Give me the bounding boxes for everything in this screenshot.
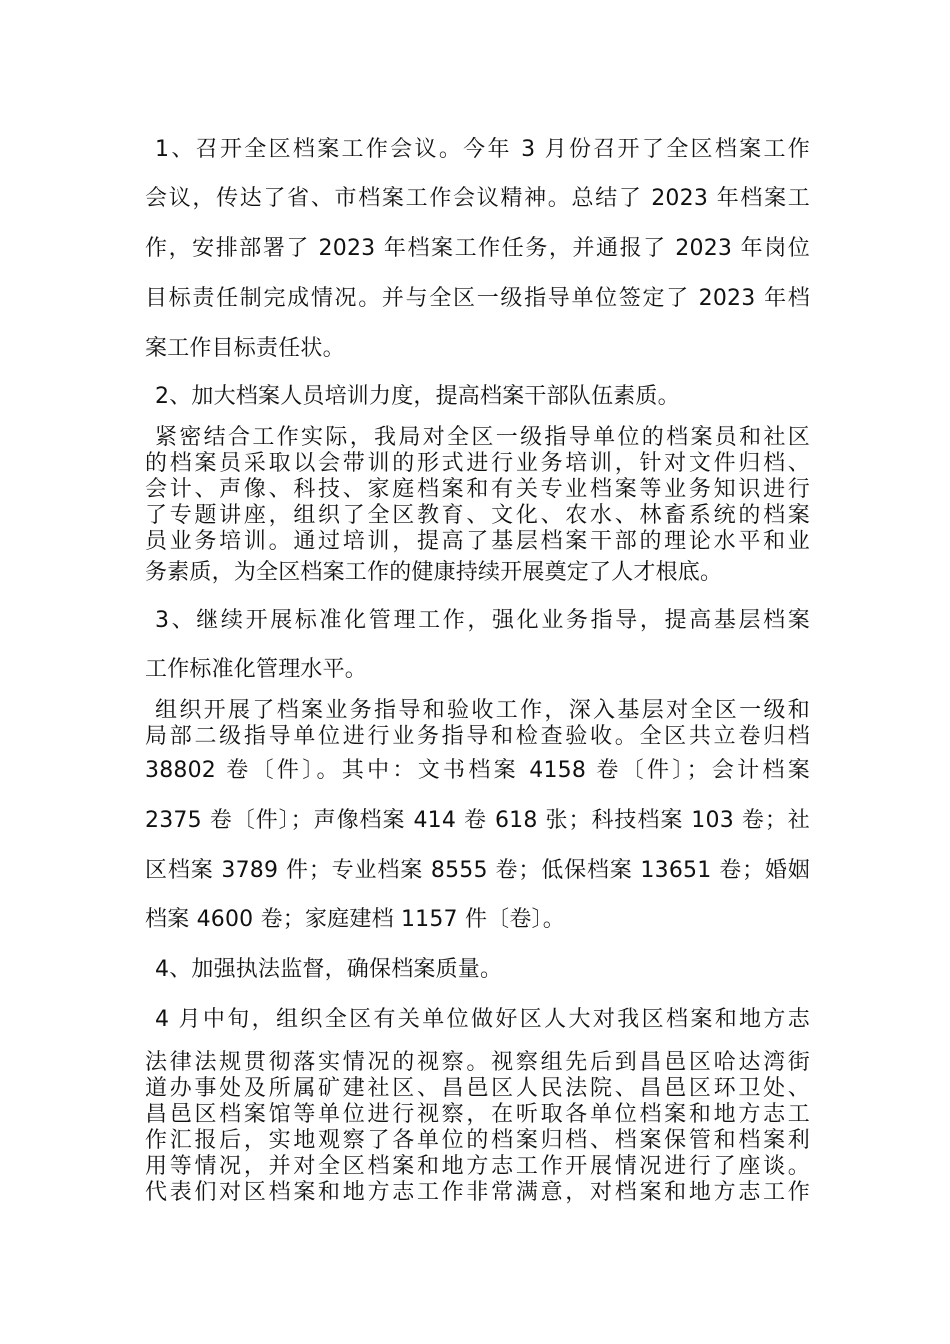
text-line: 用等情况，并对全区档案和地方志工作开展情况进行了座谈。 — [145, 1154, 810, 1179]
text-line: 组织开展了档案业务指导和验收工作，深入基层对全区一级和 — [155, 698, 810, 723]
text-line: 1、召开全区档案工作会议。今年 3 月份召开了全区档案工作 — [155, 137, 810, 162]
text-line: 38802 卷〔件〕。其中：文书档案 4158 卷〔件〕；会计档案 — [145, 758, 810, 783]
section-heading: 工作标准化管理水平。 — [145, 657, 368, 682]
text-line: 作汇报后，实地观察了各单位的档案归档、档案保管和档案利 — [145, 1128, 810, 1153]
text-line: 会议，传达了省、市档案工作会议精神。总结了 2023 年档案工 — [145, 186, 810, 211]
text-line: 档案 4600 卷；家庭建档 1157 件〔卷〕。 — [145, 907, 565, 932]
text-line: 4 月中旬，组织全区有关单位做好区人大对我区档案和地方志 — [155, 1007, 810, 1032]
text-line: 务素质，为全区档案工作的健康持续开展奠定了人才根底。 — [145, 560, 723, 585]
text-line: 会计、声像、科技、家庭档案和有关专业档案等业务知识进行 — [145, 477, 810, 502]
section-heading: 2、加大档案人员培训力度，提高档案干部队伍素质。 — [155, 384, 680, 409]
text-line: 2375 卷〔件〕；声像档案 414 卷 618 张；科技档案 103 卷；社 — [145, 808, 810, 833]
text-line: 员业务培训。通过培训，提高了基层档案干部的理论水平和业 — [145, 529, 810, 554]
text-line: 法律法规贯彻落实情况的视察。视察组先后到昌邑区哈达湾街 — [145, 1050, 810, 1075]
text-line: 目标责任制完成情况。并与全区一级指导单位签定了 2023 年档 — [145, 286, 810, 311]
text-line: 了专题讲座，组织了全区教育、文化、农水、林畜系统的档案 — [145, 503, 810, 528]
text-line: 紧密结合工作实际，我局对全区一级指导单位的档案员和社区 — [155, 425, 810, 450]
section-heading: 3、继续开展标准化管理工作，强化业务指导，提高基层档案 — [155, 608, 810, 633]
text-line: 代表们对区档案和地方志工作非常满意，对档案和地方志工作 — [145, 1180, 810, 1205]
text-line: 道办事处及所属矿建社区、昌邑区人民法院、昌邑区环卫处、 — [145, 1076, 810, 1101]
text-line: 案工作目标责任状。 — [145, 336, 345, 361]
text-line: 区档案 3789 件；专业档案 8555 卷；低保档案 13651 卷；婚姻 — [145, 858, 810, 883]
text-line: 的档案员采取以会带训的形式进行业务培训，针对文件归档、 — [145, 451, 810, 476]
section-heading: 4、加强执法监督，确保档案质量。 — [155, 957, 503, 982]
text-line: 局部二级指导单位进行业务指导和检查验收。全区共立卷归档 — [145, 724, 810, 749]
text-line: 作，安排部署了 2023 年档案工作任务，并通报了 2023 年岗位 — [145, 236, 810, 261]
text-line: 昌邑区档案馆等单位进行视察，在听取各单位档案和地方志工 — [145, 1102, 810, 1127]
